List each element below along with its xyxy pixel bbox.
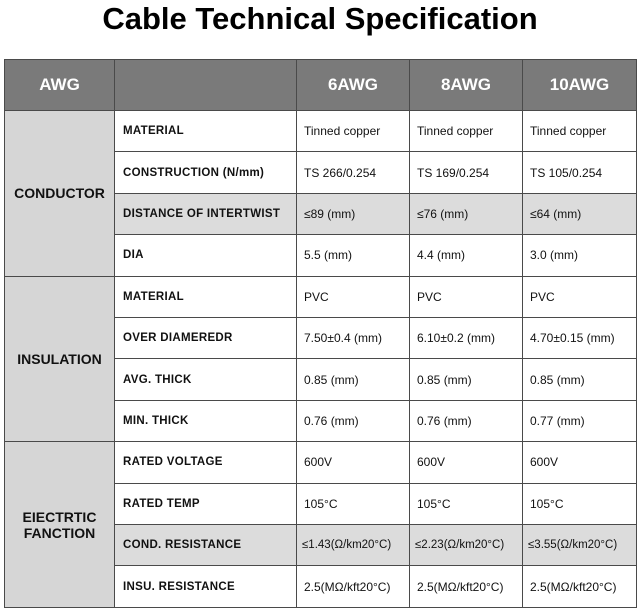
param-cell: AVG. THICK: [115, 359, 297, 400]
value-cell: 600V: [410, 442, 523, 483]
value-cell: 0.85 (mm): [297, 359, 410, 400]
table-row: [5, 276, 637, 317]
value-cell: ≤1.43(Ω/km20°C): [297, 525, 410, 566]
header-awg: AWG: [5, 60, 115, 111]
param-cell: DIA: [115, 235, 297, 276]
table-row: [5, 111, 637, 152]
spec-table: [4, 59, 637, 608]
value-cell: 4.70±0.15 (mm): [523, 318, 637, 359]
param-cell: DISTANCE OF INTERTWIST: [115, 193, 297, 234]
value-cell: PVC: [297, 276, 410, 317]
value-cell: ≤76 (mm): [410, 193, 523, 234]
header-8awg: 8AWG: [410, 60, 523, 111]
value-cell: Tinned copper: [410, 111, 523, 152]
value-cell: PVC: [410, 276, 523, 317]
value-cell: 5.5 (mm): [297, 235, 410, 276]
group-conductor: CONDUCTOR: [5, 111, 115, 277]
header-row: [5, 60, 637, 111]
value-cell: Tinned copper: [297, 111, 410, 152]
value-cell: TS 169/0.254: [410, 152, 523, 193]
value-cell: 2.5(MΩ/kft20°C): [297, 566, 410, 608]
value-cell: 2.5(MΩ/kft20°C): [523, 566, 637, 608]
param-cell: RATED VOLTAGE: [115, 442, 297, 483]
header-10awg: 10AWG: [523, 60, 637, 111]
value-cell: ≤3.55(Ω/km20°C): [523, 525, 637, 566]
value-cell: ≤64 (mm): [523, 193, 637, 234]
value-cell: Tinned copper: [523, 111, 637, 152]
value-cell: ≤89 (mm): [297, 193, 410, 234]
value-cell: 105°C: [410, 483, 523, 524]
value-cell: 7.50±0.4 (mm): [297, 318, 410, 359]
param-cell: MATERIAL: [115, 276, 297, 317]
group-electric-function: EIECTRTIC FANCTION: [5, 442, 115, 608]
param-cell: OVER DIAMEREDR: [115, 318, 297, 359]
value-cell: 2.5(MΩ/kft20°C): [410, 566, 523, 608]
header-6awg: 6AWG: [297, 60, 410, 111]
value-cell: 0.76 (mm): [410, 400, 523, 441]
group-insulation: INSULATION: [5, 276, 115, 442]
value-cell: TS 266/0.254: [297, 152, 410, 193]
table-row: [5, 442, 637, 483]
param-cell: MATERIAL: [115, 111, 297, 152]
value-cell: 0.85 (mm): [523, 359, 637, 400]
value-cell: 105°C: [297, 483, 410, 524]
value-cell: TS 105/0.254: [523, 152, 637, 193]
value-cell: ≤2.23(Ω/km20°C): [410, 525, 523, 566]
param-cell: RATED TEMP: [115, 483, 297, 524]
param-cell: MIN. THICK: [115, 400, 297, 441]
page-title: Cable Technical Specification: [102, 1, 538, 36]
header-blank: [115, 60, 297, 111]
value-cell: 600V: [523, 442, 637, 483]
param-cell: COND. RESISTANCE: [115, 525, 297, 566]
value-cell: 0.76 (mm): [297, 400, 410, 441]
param-cell: CONSTRUCTION (N/mm): [115, 152, 297, 193]
value-cell: 105°C: [523, 483, 637, 524]
value-cell: 0.77 (mm): [523, 400, 637, 441]
value-cell: 4.4 (mm): [410, 235, 523, 276]
value-cell: PVC: [523, 276, 637, 317]
param-cell: INSU. RESISTANCE: [115, 566, 297, 608]
value-cell: 6.10±0.2 (mm): [410, 318, 523, 359]
value-cell: 0.85 (mm): [410, 359, 523, 400]
value-cell: 3.0 (mm): [523, 235, 637, 276]
value-cell: 600V: [297, 442, 410, 483]
